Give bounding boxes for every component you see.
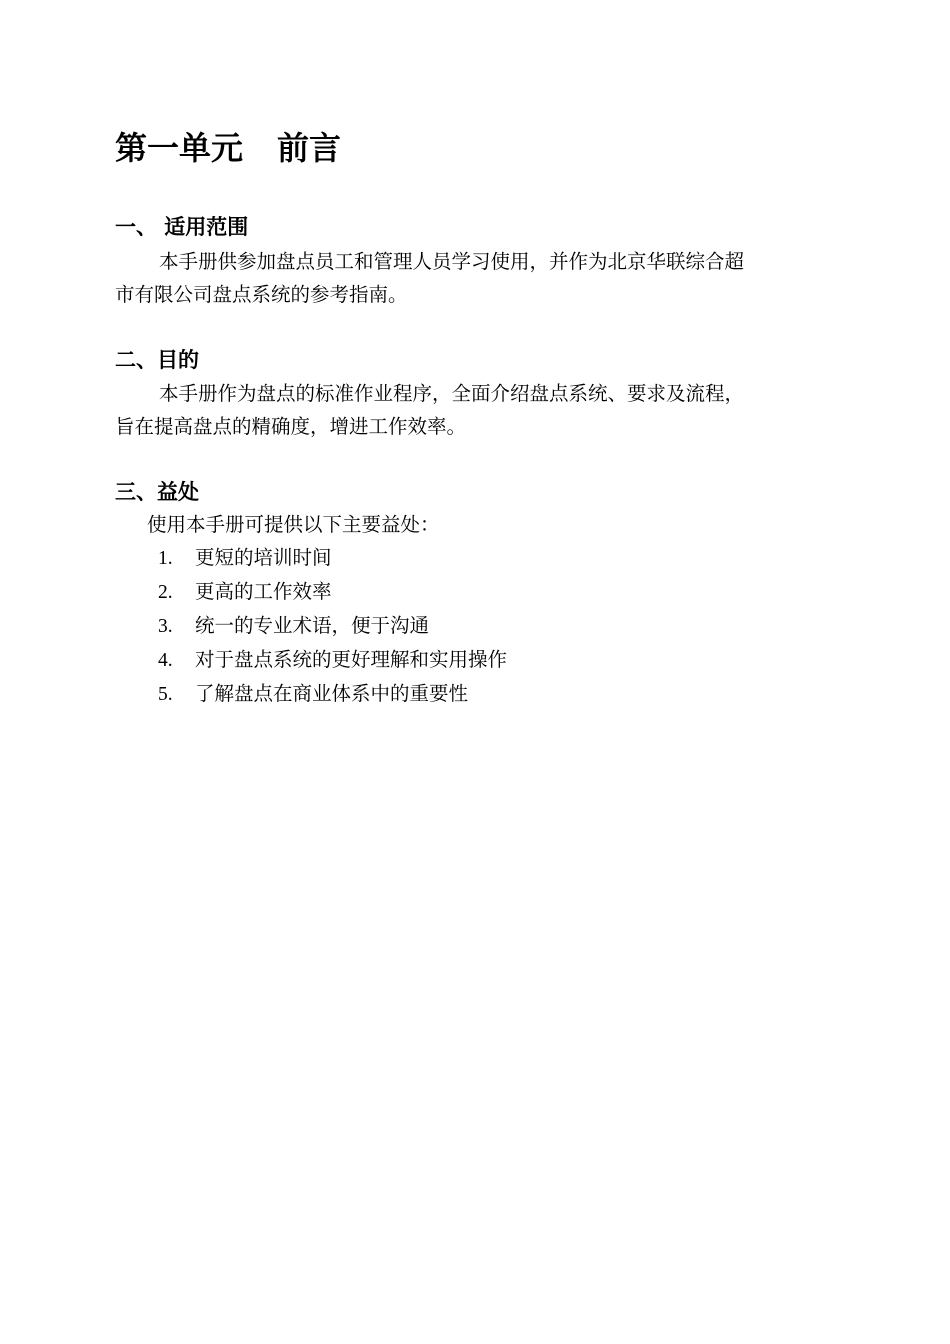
unit-label: 第一单元 bbox=[115, 129, 244, 167]
unit-title-text: 前言 bbox=[277, 129, 342, 167]
list-item-number: 5. bbox=[158, 684, 173, 705]
list-item bbox=[158, 541, 507, 575]
section-heading-benefits: 三、益处 bbox=[115, 480, 199, 504]
section-heading-purpose: 二、目的 bbox=[115, 348, 199, 372]
list-item-number: 4. bbox=[158, 650, 173, 671]
list-item-number: 2. bbox=[158, 582, 173, 603]
paragraph-line: 市有限公司盘点系统的参考指南。 bbox=[115, 283, 408, 306]
paragraph-line: 本手册供参加盘点员工和管理人员学习使用，并作为北京华联综合超 bbox=[159, 250, 745, 273]
list-item-number: 3. bbox=[158, 616, 173, 637]
list-item-text: 统一的专业术语，便于沟通 bbox=[195, 614, 430, 637]
unit-title bbox=[115, 126, 341, 170]
list-item-text: 了解盘点在商业体系中的重要性 bbox=[195, 682, 469, 705]
benefits-list bbox=[158, 541, 507, 711]
list-item bbox=[158, 677, 507, 711]
list-item-text: 更短的培训时间 bbox=[195, 546, 332, 569]
list-item-text: 更高的工作效率 bbox=[195, 580, 332, 603]
list-item bbox=[158, 609, 507, 643]
list-item-number: 1. bbox=[158, 548, 173, 569]
list-item bbox=[158, 575, 507, 609]
list-item-text: 对于盘点系统的更好理解和实用操作 bbox=[195, 648, 508, 671]
section-paragraph-scope bbox=[115, 245, 850, 311]
section-paragraph-purpose bbox=[115, 377, 850, 443]
paragraph-line: 旨在提高盘点的精确度，增进工作效率。 bbox=[115, 415, 467, 438]
list-item bbox=[158, 643, 507, 677]
benefits-intro: 使用本手册可提供以下主要益处： bbox=[147, 513, 440, 536]
section-heading-scope: 一、 适用范围 bbox=[115, 215, 249, 239]
paragraph-line: 本手册作为盘点的标准作业程序，全面介绍盘点系统、要求及流程， bbox=[159, 382, 745, 405]
